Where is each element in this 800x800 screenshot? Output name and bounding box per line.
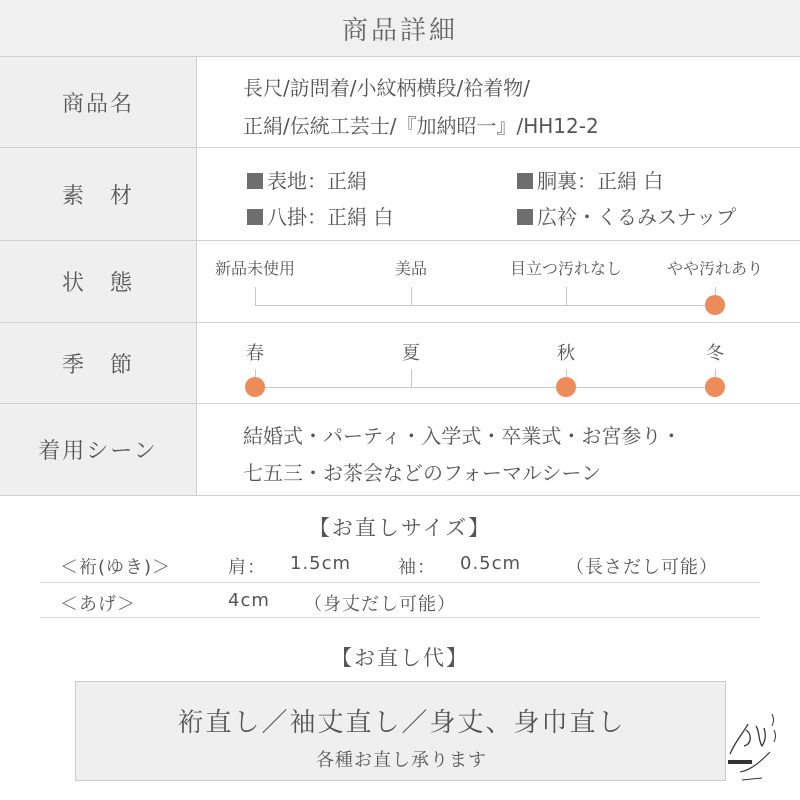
condition-tick [566, 287, 567, 305]
tuck-value: 4cm [228, 590, 270, 611]
sleeve-value: 0.5cm [460, 553, 522, 574]
condition-marker [705, 295, 725, 315]
alteration-fee-box [75, 681, 726, 781]
divider [196, 404, 197, 495]
shoulder-value: 1.5cm [290, 553, 352, 574]
alteration-fee-title: 【お直し代】 [331, 646, 469, 670]
condition-tick [255, 287, 256, 305]
square-bullet-icon [247, 173, 263, 189]
season-marker [705, 377, 725, 397]
tuck-label: ＜あげ＞ [60, 594, 136, 615]
square-bullet-icon [517, 209, 533, 225]
season-tick [411, 369, 412, 387]
condition-level-label: 新品未使用 [214, 259, 296, 278]
label-season: 季 節 [0, 323, 196, 403]
season-marker [556, 377, 576, 397]
shoulder-label: 肩： [228, 557, 266, 578]
product-name-line2: 正絹/伝統工芸士/『加納昭一』/HH12-2 [243, 114, 599, 138]
season-label: 春 [246, 343, 264, 364]
divider [196, 323, 197, 403]
material-text: 胴裏：正絹 白 [537, 169, 664, 193]
label-material: 素 材 [0, 148, 196, 240]
scene-line1: 結婚式・パーティ・入学式・卒業式・お宮参り・ [243, 424, 682, 448]
square-bullet-icon [247, 209, 263, 225]
alteration-size-title: 【お直しサイズ】 [308, 516, 492, 540]
season-label: 冬 [706, 343, 724, 364]
label-product-name: 商品名 [0, 57, 196, 147]
condition-level-label: やや汚れあり [666, 259, 764, 278]
label-scene: 着用シーン [0, 404, 196, 495]
condition-tick [411, 287, 412, 305]
alteration-fee-main: 裄直し／袖丈直し／身丈、身巾直し [177, 708, 626, 738]
sleeve-note: （長さだし可能） [566, 557, 718, 578]
sleeve-length-label: ＜裄(ゆき)＞ [60, 557, 172, 578]
material-text: 広衿・くるみスナップ [537, 205, 737, 229]
divider [40, 582, 760, 583]
divider [196, 148, 197, 240]
material-text: 八掛：正絹 白 [267, 205, 394, 229]
page-title: 商品詳細 [0, 0, 800, 56]
tuck-note: （身丈だし可能） [304, 594, 456, 615]
square-bullet-icon [517, 173, 533, 189]
material-item-hakkake [247, 201, 393, 230]
material-text: 表地：正絹 [267, 169, 367, 193]
season-label: 夏 [402, 343, 420, 364]
alteration-fee-sub: 各種お直し承ります [316, 750, 487, 771]
divider [196, 57, 197, 147]
material-item-lining [517, 165, 663, 194]
material-item-collar [517, 201, 736, 230]
condition-level-label: 美品 [394, 259, 428, 278]
divider [0, 495, 800, 496]
condition-scale-line [255, 305, 715, 306]
divider [40, 617, 760, 618]
product-name-line1: 長尺/訪問着/小紋柄横段/袷着物/ [243, 76, 530, 100]
brand-logo [722, 700, 792, 782]
label-condition: 状 態 [0, 241, 196, 322]
scene-line2: 七五三・お茶会などのフォーマルシーン [243, 461, 602, 485]
condition-level-label: 目立つ汚れなし [509, 259, 623, 278]
season-scale-line [255, 387, 715, 388]
season-label: 秋 [557, 343, 575, 364]
sleeve-label: 袖： [398, 557, 436, 578]
divider [196, 241, 197, 322]
material-item-outer [247, 165, 367, 194]
season-marker [245, 377, 265, 397]
